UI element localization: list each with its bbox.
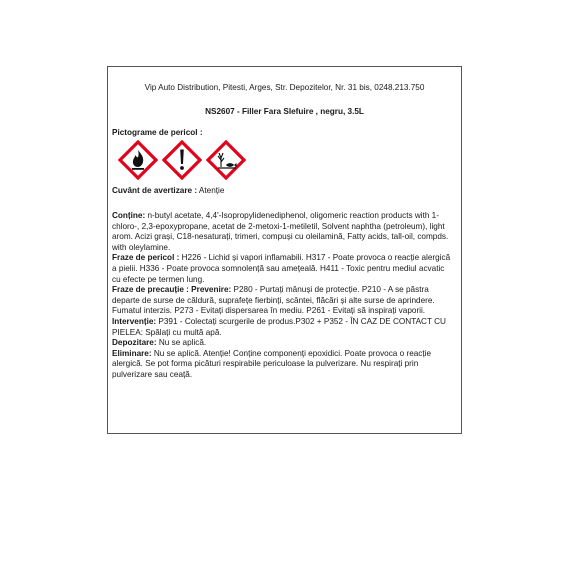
pictograms-heading: Pictograme de pericol : [112, 128, 203, 137]
signal-word: Cuvânt de avertizare : Atenție [112, 186, 225, 195]
disposal-section: Eliminare: Nu se aplică. Atenție! Conține componenți epoxidici. Poate provoca o reacție alergică. Se pot forma picături respirabile periculoase la pulverizare. Nu respirați prin pulverizare sau ceață. [112, 348, 432, 379]
flame-pictogram-icon [118, 140, 158, 180]
precaution-prevention-section: Fraze de precauție : Prevenire: P280 - Purtați mânuși de protecție. P210 - A se păstra departe de surse de căldură, suprafețe fierbinți, scântei, flăcări și alte surse de aprindere. Fumatul interzis. P273 - Evitați dispersarea în mediu. P261 - Evitați să inspirați vaporii. [112, 285, 435, 316]
product-title: NS2607 - Filler Fara Slefuire , negru, 3.5L [205, 107, 364, 116]
exclamation-pictogram-icon [162, 140, 202, 180]
response-section: Intervenție: P391 - Colectați scurgerile de produs.P302 + P352 - ÎN CAZ DE CONTACT CU PIELEA: Spălați cu multă apă. [112, 316, 446, 337]
company-info: Vip Auto Distribution, Pitesti, Arges, Str. Depozitelor, Nr. 31 bis, 0248.213.750 [144, 83, 425, 92]
product-label [107, 66, 462, 434]
environment-pictogram-icon [206, 140, 246, 180]
hazard-statements-section: Fraze de pericol : H226 - Lichid și vapori inflamabili. H317 - Poate provoca o reacție alergică a pielii. H336 - Poate provoca somnolență sau amețeală. H411 - Toxic pentru mediul acvatic cu efecte pe termen lung. [112, 253, 451, 284]
storage-section: Depozitare: Nu se aplică. [112, 338, 207, 348]
contents-section: Conține: n-butyl acetate, 4,4'-Isopropylidenediphenol, oligomeric reaction products with 1-chloro-, 2,3-epoxypropane, acetat de 2-metoxi-1-metiletil, Solvent naphtha (petroleum), light arom. Acizi grași, C18-nesaturați, trimeri, compuși cu oleilamină, Fatty acids, tall-oil, compds. with oleylamine. [112, 211, 449, 252]
label-details [112, 211, 455, 381]
